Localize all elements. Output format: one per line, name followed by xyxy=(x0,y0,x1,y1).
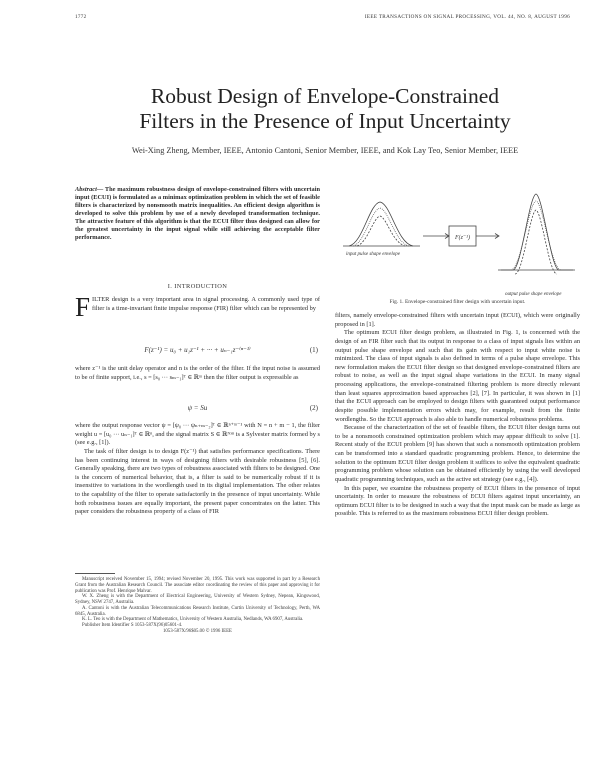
right-column-text xyxy=(335,312,580,519)
output-upper-envelope xyxy=(501,194,573,270)
equation-2 xyxy=(75,404,320,418)
equation-1-number: (1) xyxy=(309,346,318,354)
intro-p4-text: The task of filter design is to design F(z⁻¹) that satisfies performance specifications. There has been continuing interest in ways of designing filters with desirable robustness [5], [6]. Generally speaking, there are two types of robustness associated with filters to be designed. One is the concern of numerical behavior, that is, a filter is said to be numerically robust if it is insensitive to variations in the wordlength used in its digital implementation. The other relates to the capability of the filter to operate satisfactorily in the presence of input uncertainty. While both robustness issues are equally important, the present paper concentrates on the latter. This paper considers the robustness property of a class of FIR xyxy=(75,447,320,516)
input-lower-envelope xyxy=(357,216,405,246)
footnote-author-cantoni: A. Cantoni is with the Australian Telecommunications Research Institute, Curtin University of Technology, Perth, WA 6845, Australia. xyxy=(75,605,320,617)
filter-symbol: F(z⁻¹) xyxy=(455,235,470,241)
drop-cap: F xyxy=(75,292,91,322)
right-p3-text: Because of the characterization of the set of feasible filters, the ECUI filter design turns out to be a nonsmooth constrained optimization problem which may appear difficult to solve [1]. Recent study of the ECUI problem [9] has shown that such a nonsmooth optimization problem can be transformed into a standard quadratic programming problem. Hence, to determine the solution to the optimum ECUI filter design problem it suffices to solve the equivalent quadratic programming problem whose solution can be obtained efficiently by using the well developed quadratic programming techniques, such as the active set strategy (see e.g., [4]). xyxy=(335,424,580,483)
intro-paragraph-1 xyxy=(75,292,320,322)
equation-2-expr: ψ = Su xyxy=(187,404,208,412)
intro-p1-text: ILTER design is a very important area in signal processing. A commonly used type of filter is a time-invariant finite impulse response (FIR) filter which can be represented by xyxy=(92,296,320,312)
output-envelope-label: output pulse shape envelope xyxy=(505,292,562,297)
abstract-text: The maximum robustness design of envelope-constrained filters with uncertain input (ECUI) is formulated as a minimax optimization problem in which the set of feasible filters is characterized by nonsmooth matrix inequalities. An efficient design algorithm is developed to solve this problem by use of a newly developed transformation technique. The attractive feature of this algorithm is that the ECUI filter thus designed can allow for the greatest uncertainty in the input signal while still achieving the acceptable filter performance. xyxy=(75,186,320,242)
journal-header: IEEE TRANSACTIONS ON SIGNAL PROCESSING, VOL. 44, NO. 8, AUGUST 1996 xyxy=(364,14,570,20)
footnote-publisher-id: Publisher Item Identifier S 1053-587X(96)05601-4. xyxy=(82,623,183,628)
author-list: Wei-Xing Zheng, Member, IEEE, Antonio Cantoni, Senior Member, IEEE, and Kok Lay Teo, Senior Member, IEEE xyxy=(131,146,519,155)
footnotes xyxy=(75,577,320,635)
right-p4-text: In this paper, we examine the robustness property of ECUI filters in the presence of input uncertainty. In order to measure the robustness of ECUI filters against input uncertainty, an optimum ECUI filter is to be designed in such a way that the input mask can be made as large as possible. This is referred to as the maximum robustness ECUI filter design problem. xyxy=(335,484,580,518)
title-line-2: Filters in the Presence of Input Uncertainty xyxy=(139,109,511,133)
running-head xyxy=(75,14,570,24)
footnote-rule xyxy=(75,573,115,574)
paper-title xyxy=(75,84,575,134)
equation-2-number: (2) xyxy=(309,404,318,412)
intro-paragraph-2 xyxy=(75,365,320,382)
output-envelope-plot xyxy=(498,194,575,274)
input-upper-envelope xyxy=(349,202,413,246)
equation-1-expr: F(z⁻¹) = u₀ + u₁z⁻¹ + ··· + uₙ₋₁z⁻⁽ⁿ⁻¹⁾ xyxy=(144,346,251,354)
footnote-author-teo: K. L. Teo is with the Department of Mathematics, University of Western Australia, Nedlands, WA 6907, Australia. xyxy=(82,617,304,623)
input-pulse xyxy=(353,208,409,246)
abstract-label: Abstract— xyxy=(75,186,104,193)
input-envelope-plot xyxy=(343,202,420,246)
input-envelope-label: input pulse shape envelope xyxy=(346,252,401,257)
intro-p2-text: where z⁻¹ is the unit delay operator and n is the order of the filter. If the input noise is assumed to be of finite support, i.e., s = [s₀ ··· sₘ₋₁]ᵀ ∈ ℝᵐ then the filter output is expressible as xyxy=(75,365,320,381)
footnote-author-zheng: W. X. Zheng is with the Department of Electrical Engineering, University of Western Sydney, Nepean, Kingswood, Sydney, NSW 2747, Australia. xyxy=(75,594,320,605)
figure-1-caption: Fig. 1. Envelope-constrained filter design with uncertain input. xyxy=(389,299,526,305)
abstract xyxy=(75,186,320,242)
output-lower-envelope xyxy=(515,210,557,274)
section-heading-introduction: I. INTRODUCTION xyxy=(167,283,228,290)
page-number: 1772 xyxy=(75,14,87,20)
intro-paragraph-3 xyxy=(75,422,320,517)
figure-1-diagram xyxy=(335,188,580,298)
footnote-received: Manuscript received November 15, 1994; revised November 20, 1995. This work was supported in part by a Research Grant from the Australian Research Council. The associate editor coordinating the review of this paper and approving it for publication was Prof. Henrique Malvar. xyxy=(75,577,320,594)
right-p2-text: The optimum ECUI filter design problem, as illustrated in Fig. 1, is concerned with the design of an FIR filter such that its output in response to a class of input signals lies within an output pulse shape envelope and such that its gain with respect to input white noise is minimized. The class of input signals is also defined in terms of a pulse shape envelope. This new formulation makes the ECUI filter design so that designed envelope-constrained filters are robust to noise, as well as the input signal shape variations in the ECUI. In many signal processing applications, the envelope-constrained filtering problem is more directly relevant than least squares approximation based approaches [2], [7]. In particular, it was shown in [1] that the ECUI approach can be employed to design filters with guaranteed output performance despite possible implementation errors which may, for example, result from the finite wordlengths. So the ECUI approach is also able to handle numerical robustness problems. xyxy=(335,329,580,423)
right-p1-text: filters, namely envelope-constrained filters with uncertain input (ECUI), which were originally proposed in [1]. xyxy=(335,312,580,328)
footnote-copyright: 1053-587X/96$05.00 © 1996 IEEE xyxy=(162,628,233,634)
title-line-1: Robust Design of Envelope-Constrained xyxy=(150,84,500,108)
intro-p3-text: where the output response vector ψ = [ψ₀ ··· ψₙ₊ₘ₋₂]ᵀ ∈ ℝⁿ⁺ᵐ⁻¹ with N = n + m − 1, the filter weight u = [u₀ ··· uₙ₋₁]ᵀ ∈ ℝⁿ, and the signal matrix S ∈ ℝᴺˣⁿ is a Sylvester matrix formed by s (see e.g., [1]). xyxy=(75,422,320,447)
equation-1 xyxy=(75,346,320,360)
